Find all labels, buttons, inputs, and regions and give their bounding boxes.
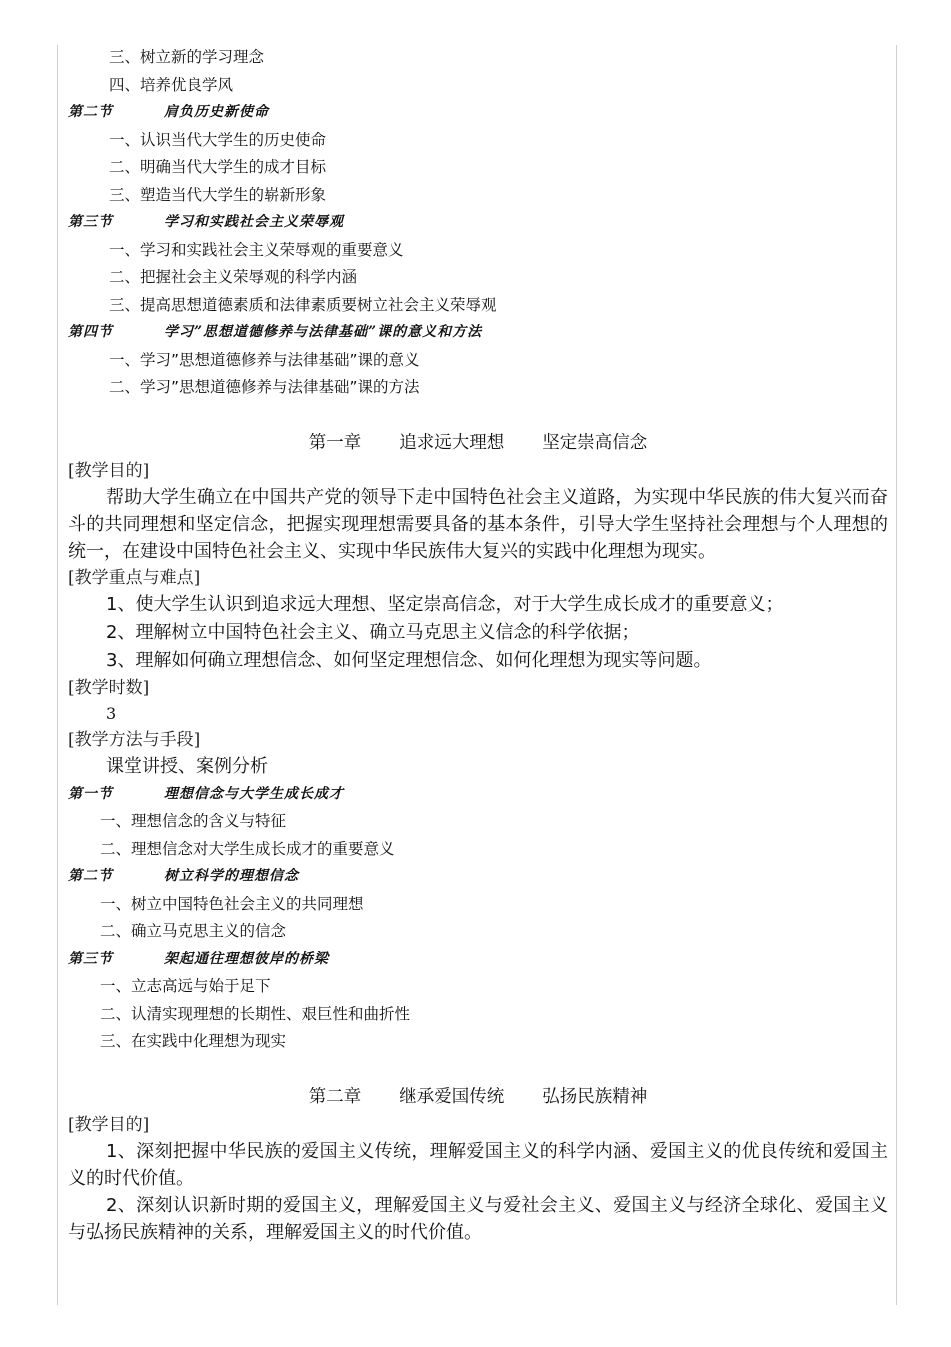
field-label: [教学目的] — [68, 1114, 150, 1135]
outline-item: 三、树立新的学习理念 — [109, 48, 265, 66]
section-number: 第一节 — [68, 785, 113, 802]
key-point: 1、使大学生认识到追求远大理想、坚定崇高信念，对于大学生成长成才的重要意义； — [106, 593, 784, 615]
outline-item: 一、学习和实践社会主义荣辱观的重要意义 — [109, 240, 404, 259]
field-label: [教学重点与难点] — [68, 567, 201, 588]
section-heading — [68, 209, 888, 237]
outline-item: 三、提高思想道德素质和法律素质要树立社会主义荣辱观 — [109, 295, 497, 314]
chapter-title-part: 继承爱国传统 — [399, 1086, 505, 1107]
section-title: 肩负历史新使命 — [164, 104, 269, 120]
key-point: 2、理解树立中国特色社会主义、确立马克思主义信念的科学依据； — [106, 621, 640, 643]
purpose-paragraph: 1、深刻把握中华民族的爱国主义传统，理解爱国主义的科学内涵、爱国主义的优良传统和爱国主义的时代价值。 — [68, 1140, 888, 1189]
field-label: [教学时数] — [68, 677, 150, 698]
chapter-title-part: 弘扬民族精神 — [542, 1086, 648, 1107]
section-title: 理想信念与大学生成长成才 — [164, 785, 344, 802]
chapter-title-part: 坚定崇高信念 — [542, 432, 648, 453]
outline-item: 一、理想信念的含义与特征 — [100, 812, 287, 830]
section-title: 树立科学的理想信念 — [164, 868, 299, 884]
outline-item: 二、认清实现理想的长期性、艰巨性和曲折性 — [100, 1004, 411, 1023]
section-heading — [68, 781, 888, 809]
section-title: 架起通往理想彼岸的桥梁 — [164, 950, 329, 967]
section-number: 第三节 — [68, 214, 113, 230]
teaching-method: 课堂讲授、案例分析 — [106, 755, 268, 777]
chapter-number: 第二章 — [308, 1086, 362, 1107]
chapter-heading — [68, 428, 888, 458]
outline-item: 四、培养优良学风 — [109, 75, 234, 94]
spacer — [68, 402, 888, 428]
outline-item: 二、把握社会主义荣辱观的科学内涵 — [109, 268, 358, 286]
document-content — [68, 44, 888, 1246]
section-title: 学习”思想道德修养与法律基础”课的意义和方法 — [164, 324, 483, 340]
section-heading — [68, 946, 888, 974]
outline-item: 二、学习”思想道德修养与法律基础”课的方法 — [109, 378, 420, 396]
left-margin-line — [57, 45, 58, 1305]
purpose-paragraph: 帮助大学生确立在中国共产党的领导下走中国特色社会主义道路，为实现中华民族的伟大复兴而奋斗的共同理想和坚定信念，把握实现理想需要具备的基本条件，引导大学生坚持社会理想与个人理想的统一，在建设中国特色社会主义、实现中华民族伟大复兴的实践中化理想为现实。 — [68, 486, 888, 562]
section-number: 第三节 — [68, 950, 113, 967]
purpose-paragraph: 2、深刻认识新时期的爱国主义，理解爱国主义与爱社会主义、爱国主义与经济全球化、爱国主义与弘扬民族精神的关系，理解爱国主义的时代价值。 — [68, 1194, 888, 1243]
outline-item: 三、在实践中化理想为现实 — [100, 1032, 287, 1050]
outline-item: 一、认识当代大学生的历史使命 — [109, 130, 327, 149]
chapter-number: 第一章 — [308, 432, 362, 453]
spacer — [68, 1056, 888, 1082]
key-point: 3、理解如何确立理想信念、如何坚定理想信念、如何化理想为现实等问题。 — [106, 649, 712, 671]
section-number: 第四节 — [68, 324, 113, 340]
section-heading — [68, 319, 888, 347]
section-number: 第二节 — [68, 104, 113, 120]
section-heading — [68, 99, 888, 127]
right-margin-line — [896, 45, 897, 1305]
section-heading — [68, 863, 888, 891]
teaching-hours: 3 — [106, 703, 117, 723]
field-label: [教学方法与手段] — [68, 729, 201, 750]
outline-item: 一、树立中国特色社会主义的共同理想 — [100, 894, 364, 913]
section-title: 学习和实践社会主义荣辱观 — [164, 214, 344, 230]
chapter-title-part: 追求远大理想 — [399, 432, 505, 453]
section-number: 第二节 — [68, 868, 113, 884]
outline-item: 二、明确当代大学生的成才目标 — [109, 158, 327, 176]
outline-item: 三、塑造当代大学生的崭新形象 — [109, 185, 327, 204]
chapter-heading — [68, 1082, 888, 1112]
outline-item: 二、确立马克思主义的信念 — [100, 922, 287, 940]
outline-item: 一、立志高远与始于足下 — [100, 977, 271, 995]
outline-item: 一、学习”思想道德修养与法律基础”课的意义 — [109, 350, 420, 369]
outline-item: 二、理想信念对大学生成长成才的重要意义 — [100, 839, 395, 858]
field-label: [教学目的] — [68, 460, 150, 481]
